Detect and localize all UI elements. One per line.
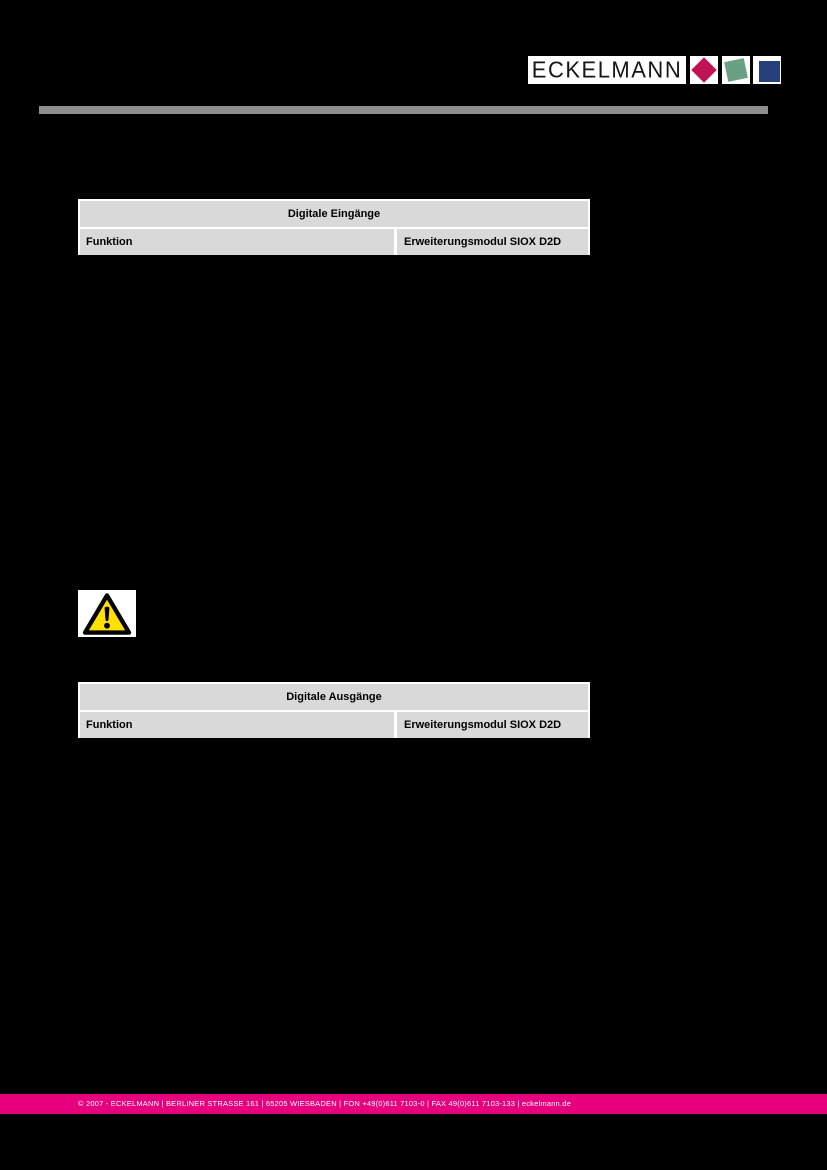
column-header-erweiterungsmodul: Erweiterungsmodul SIOX D2D [397,712,588,738]
blue-square-icon [759,61,780,82]
logo-square-blue [753,56,781,84]
table-title: Digitale Eingänge [80,201,588,227]
column-header-funktion: Funktion [80,229,394,255]
logo-square-green [722,56,750,84]
footer-bar [0,1094,827,1114]
logo-square-magenta [690,56,718,84]
magenta-diamond-icon [691,57,716,82]
green-tilted-square-icon [724,58,748,82]
eckelmann-logo [528,56,686,84]
table-title: Digitale Ausgänge [80,684,588,710]
table-header-row [80,712,588,738]
footer-copyright-text: © 2007 - ECKELMANN | BERLINER STRASSE 161 | 65205 WIESBADEN | FON +49(0)611 7103-0 | FAX 49(0)611 7103-133 | eckelmann.de [78,1099,571,1108]
column-header-funktion: Funktion [80,712,394,738]
table-header-row [80,229,588,255]
warning-triangle-icon [82,593,132,635]
column-header-erweiterungsmodul: Erweiterungsmodul SIOX D2D [397,229,588,255]
eckelmann-wordmark: ECKELMANN [531,56,683,83]
header-divider [39,106,768,114]
table-digitale-ausgaenge [78,682,590,738]
warning-icon-box [78,590,136,637]
table-digitale-eingaenge [78,199,590,255]
